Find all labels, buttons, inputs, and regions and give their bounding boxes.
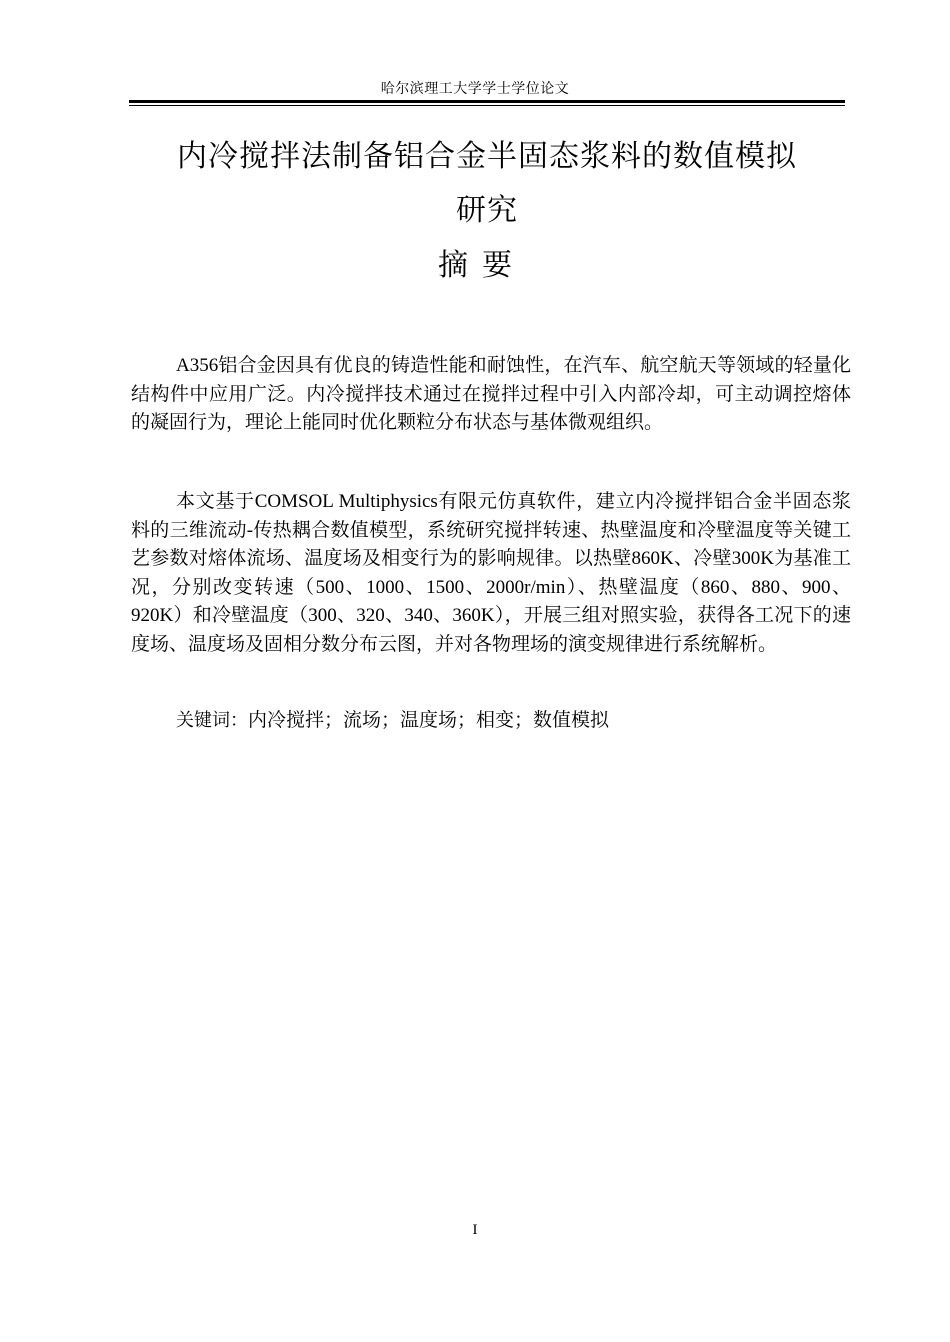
header-rule-thin: [129, 105, 845, 106]
thesis-title-line-1: 内冷搅拌法制备铝合金半固态浆料的数值模拟: [177, 139, 797, 174]
keywords-value: 内冷搅拌；流场；温度场；相变；数值模拟: [248, 710, 610, 731]
abstract-heading: 摘要: [438, 248, 526, 283]
thesis-title-line-2: 研究: [456, 193, 518, 228]
keywords-line: [176, 707, 609, 735]
abstract-paragraph-2: 本文基于COMSOL Multiphysics有限元仿真软件，建立内冷搅拌铝合金半固态浆料的三维流动-传热耦合数值模型，系统研究搅拌转速、热壁温度和冷壁温度等关键工艺参数对熔体流场、温度场及相变行为的影响规律。以热壁860K、冷壁300K为基准工况，分别改变转速（500、1000、1500、2000r/min）、热壁温度（860、880、900、920K）和冷壁温度（300、320、340、360K），开展三组对照实验，获得各工况下的速度场、温度场及固相分数分布云图，并对各物理场的演变规律进行系统解析。: [131, 491, 851, 655]
running-header: 哈尔滨理工大学学士学位论文: [380, 82, 570, 97]
header-rule-thick: [129, 100, 845, 103]
abstract-paragraph-1: A356铝合金因具有优良的铸造性能和耐蚀性，在汽车、航空航天等领域的轻量化结构件中应用广泛。内冷搅拌技术通过在搅拌过程中引入内部冷却，可主动调控熔体的凝固行为，理论上能同时优化颗粒分布状态与基体微观组织。: [131, 355, 851, 433]
page-number: I: [472, 1222, 478, 1238]
thesis-title: [120, 130, 854, 238]
keywords-label: 关键词：: [176, 710, 248, 731]
